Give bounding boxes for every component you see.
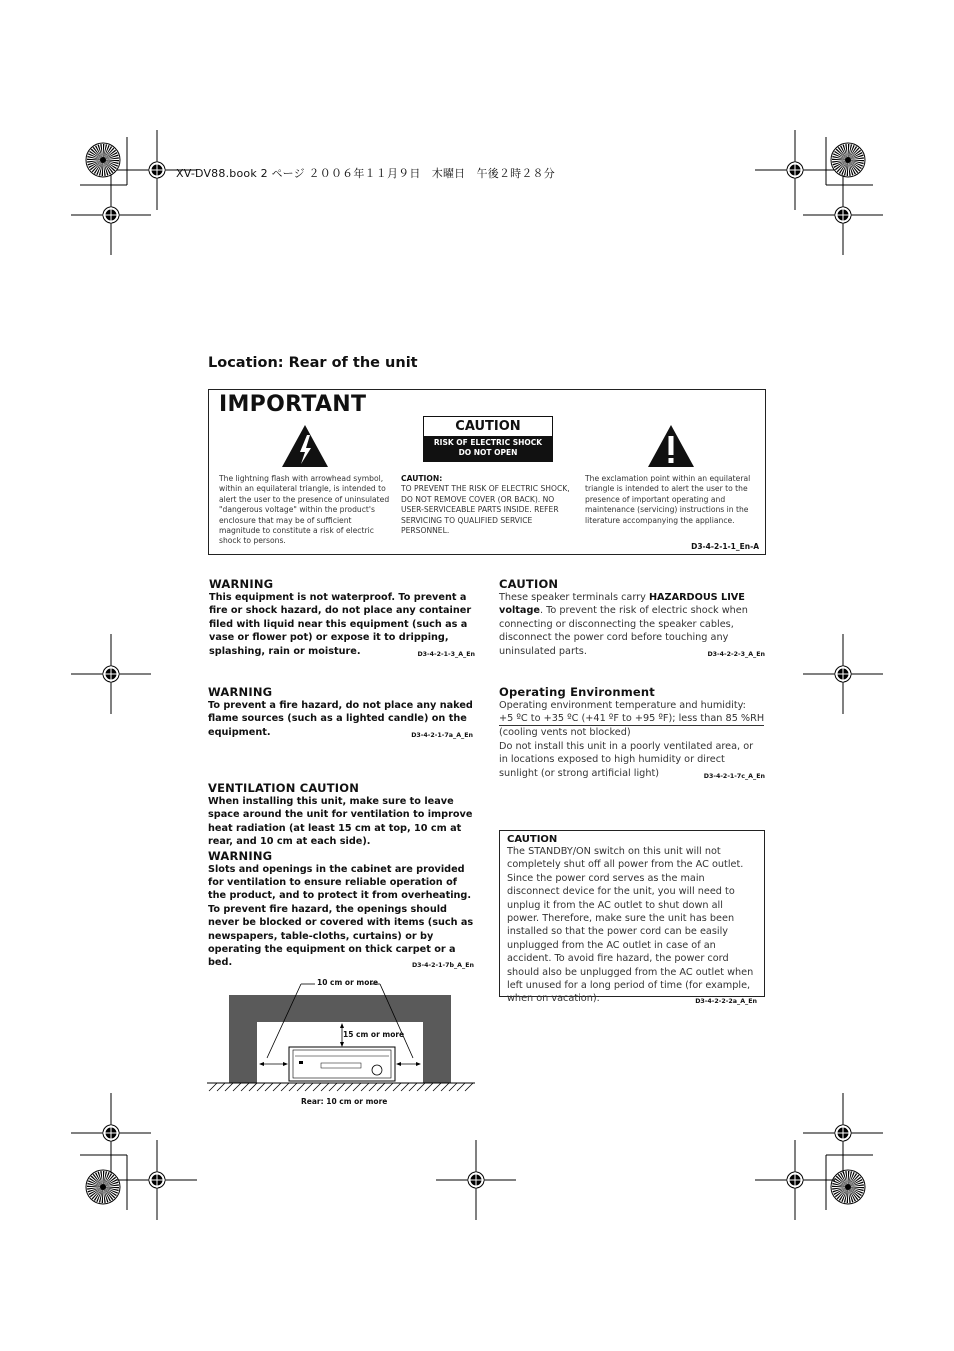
operating-environment-code: D3-4-2-1-7c_A_En — [703, 772, 765, 780]
caution-speaker-text-pre: These speaker terminals carry — [499, 592, 649, 603]
operating-environment-title: Operating Environment — [499, 685, 656, 699]
lightning-warning-icon — [280, 423, 330, 469]
important-code: D3-4-2-1-1_En-A — [691, 542, 759, 551]
floor-hatching — [209, 1083, 473, 1091]
caution-standby-body — [507, 845, 757, 1006]
caution-speaker-title: CAUTION — [499, 577, 559, 591]
operating-environment-body — [499, 740, 765, 780]
diagram-label-top: 15 cm or more — [343, 1030, 405, 1039]
location-title: Location: Rear of the unit — [208, 355, 418, 371]
caution-label — [423, 416, 553, 462]
warning-waterproof-title: WARNING — [209, 577, 274, 591]
warning-flame-text: To prevent a fire hazard, do not place any naked flame sources (such as a lighted candle) on the equipment. — [208, 700, 473, 738]
warning-flame-title: WARNING — [208, 685, 273, 699]
warning-waterproof-text: This equipment is not waterproof. To prevent a fire or shock hazard, do not place any container filed with liquid near this equipment (such as a vase or flower pot) or expose it to dripping, splashing, rain or moisture. — [209, 592, 472, 657]
caution-sub-line1: RISK OF ELECTRIC SHOCK — [433, 438, 543, 447]
caution-speaker-code: D3-4-2-2-3_A_En — [707, 650, 765, 658]
operating-environment-line2: +5 ºC to +35 ºC (+41 ºF to +95 ºF); less than 85 %RH — [499, 713, 765, 725]
ventilation-section — [208, 781, 474, 973]
caution-standby-box — [499, 830, 765, 1006]
diagram-label-rear: Rear: 10 cm or more — [301, 1097, 388, 1106]
ventilation-warning-text: Slots and openings in the cabinet are provided for ventilation to ensure reliable operation of the product, and to protect it from overheating. To prevent fire hazard, the openings should never be blocked or covered with items (such as newspapers, table-cloths, curtains) or by operating the equipment on thick carpet or a bed. — [208, 863, 474, 969]
exclamation-warning-icon — [646, 423, 696, 469]
ventilation-warning-body — [208, 863, 474, 970]
important-box — [208, 389, 766, 555]
operating-environment-line2-wrap — [499, 712, 765, 726]
caution-standby-title: CAUTION — [507, 834, 558, 845]
caution-speaker-text-post: . To prevent the risk of electric shock when connecting or disconnecting the speaker cables, disconnect the power cord before touching any uninsulated parts. — [499, 605, 748, 657]
warning-waterproof-code: D3-4-2-1-3_A_En — [417, 650, 475, 658]
caution-label-sub — [424, 436, 552, 461]
ventilation-code: D3-4-2-1-7b_A_En — [411, 962, 474, 970]
starburst-target-icon — [86, 143, 120, 177]
caution-instructions — [401, 474, 573, 536]
crosshair-target-icon — [117, 1140, 197, 1220]
warning-flame-body — [208, 699, 473, 739]
operating-environment-line1: Operating environment temperature and humidity: — [499, 700, 746, 711]
operating-environment-section — [499, 685, 765, 783]
print-header: XV-DV88.book 2 ページ ２００６年１１月９日 木曜日 午後２時２８分 — [176, 167, 555, 180]
caution-sub-line2: DO NOT OPEN — [458, 448, 518, 457]
crosshair-target-icon — [71, 1093, 151, 1173]
caution-speaker-text-bold: HAZARDOUS LIVE voltage — [499, 592, 745, 617]
crosshair-target-icon — [71, 175, 151, 255]
warning-flame-section — [208, 685, 473, 742]
caution-instructions-body: TO PREVENT THE RISK OF ELECTRIC SHOCK, DO NOT REMOVE COVER (OR BACK). NO USER-SERVICEABLE PARTS INSIDE. REFER SERVICING TO QUALIFIED SERVICE PERSONNEL. — [401, 484, 570, 536]
caution-label-title: CAUTION — [424, 417, 552, 436]
crosshair-target-icon — [436, 1140, 516, 1220]
ventilation-diagram — [205, 975, 480, 1110]
ventilation-body: When installing this unit, make sure to leave space around the unit for ventilation to improve heat radiation (at least 15 cm at top, 10 cm at rear, and 10 cm at each side). — [208, 796, 473, 848]
crosshair-target-icon — [71, 634, 151, 714]
receiver-unit-icon — [289, 1047, 395, 1081]
crosshair-target-icon — [803, 1093, 883, 1173]
warning-waterproof-body — [209, 591, 475, 658]
crosshair-target-icon — [803, 634, 883, 714]
caution-speaker-body — [499, 591, 765, 658]
starburst-target-icon — [86, 1170, 120, 1204]
lightning-description: The lightning flash with arrowhead symbol, within an equilateral triangle, is intended to alert the user to the presence of uninsulated "dangerous voltage" within the product's enclosure that may be of sufficient magnitude to constitute a risk of electric shock to persons. — [219, 474, 390, 546]
operating-environment-text: Do not install this unit in a poorly ventilated area, or in locations exposed to high humidity or direct sunlight (or strong artificial light) — [499, 740, 754, 779]
starburst-target-icon — [831, 143, 865, 177]
diagram-label-side: 10 cm or more — [317, 978, 379, 987]
ventilation-warning-title: WARNING — [208, 848, 273, 863]
starburst-target-icon — [831, 1170, 865, 1204]
crosshair-target-icon — [755, 1140, 835, 1220]
warning-flame-code: D3-4-2-1-7a_A_En — [411, 731, 473, 739]
caution-speaker-section — [499, 577, 765, 661]
caution-instructions-title: CAUTION: — [401, 474, 443, 483]
caution-standby-text: The STANDBY/ON switch on this unit will not completely shut off all power from the AC outlet. Since the power cord serves as the main disconnect device for the unit, you will need to unplug it from the AC outlet to shut down all power. Therefore, make sure the unit has been installed so that the power cord can be easily unplugged from the AC outlet in case of an accident. To avoid fire hazard, the power cord should also be unplugged from the AC outlet when left unused for a long period of time (for example, when on vacation). — [507, 846, 754, 1005]
important-title: IMPORTANT — [219, 392, 367, 417]
operating-environment-line3: (cooling vents not blocked) — [499, 727, 631, 739]
ventilation-title: VENTILATION CAUTION — [208, 781, 360, 795]
crosshair-target-icon — [755, 130, 835, 210]
crosshair-target-icon — [803, 175, 883, 255]
caution-standby-code: D3-4-2-2-2a_A_En — [695, 998, 757, 1006]
exclamation-description: The exclamation point within an equilateral triangle is intended to alert the user to the presence of important operating and maintenance (servicing) instructions in the literature accompanying the appliance. — [585, 474, 751, 525]
warning-waterproof-section — [209, 577, 475, 661]
